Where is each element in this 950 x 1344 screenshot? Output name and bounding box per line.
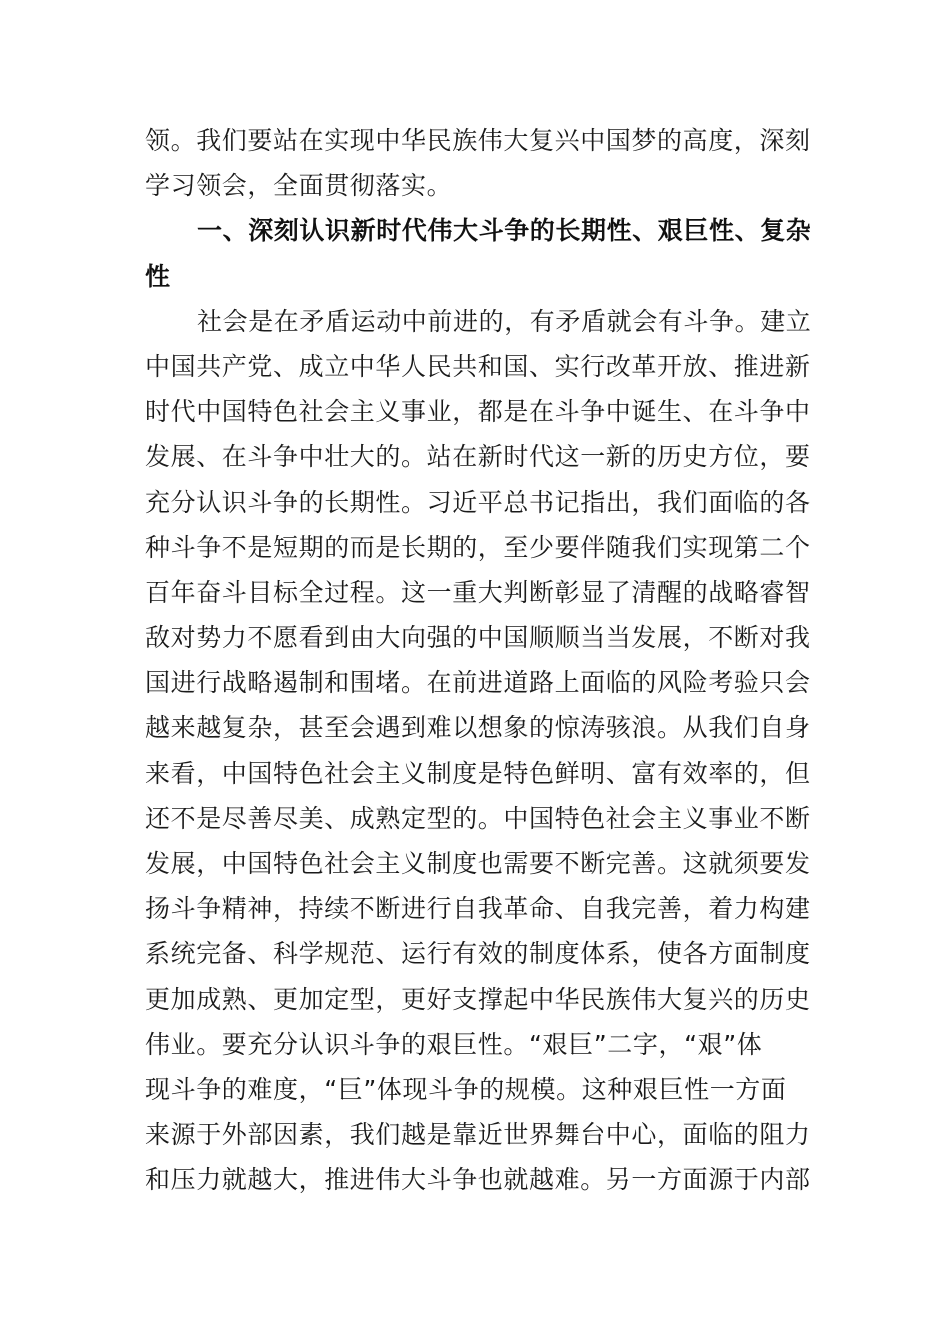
text-line: 中国共产党、成立中华人民共和国、实行改革开放、推进新: [145, 351, 811, 381]
text-line: 来看，中国特色社会主义制度是特色鲜明、富有效率的，但: [145, 758, 811, 788]
text-line: 扬斗争精神，持续不断进行自我革命、自我完善，着力构建: [145, 894, 811, 924]
text-line: 时代中国特色社会主义事业，都是在斗争中诞生、在斗争中: [145, 397, 811, 427]
text-line: 还不是尽善尽美、成熟定型的。中国特色社会主义事业不断: [145, 803, 811, 833]
text-line: 发展，中国特色社会主义制度也需要不断完善。这就须要发: [145, 849, 811, 878]
section-heading-continued: 性: [145, 261, 171, 291]
document-body: [145, 118, 815, 1203]
text-line: 伟业。要充分认识斗争的艰巨性。“艰巨”二字，“艰”体: [145, 1029, 763, 1059]
text-line: 敌对势力不愿看到由大向强的中国顺顺当当发展，不断对我: [145, 623, 811, 653]
text-line: 来源于外部因素，我们越是靠近世界舞台中心，面临的阻力: [145, 1120, 811, 1150]
text-line: 系统完备、科学规范、运行有效的制度体系，使各方面制度: [145, 939, 811, 969]
text-line: 学习领会，全面贯彻落实。: [145, 171, 453, 201]
section-heading: 一、深刻认识新时代伟大斗争的长期性、艰巨性、复杂: [197, 216, 812, 246]
text-line: 更加成熟、更加定型，更好支撑起中华民族伟大复兴的历史: [145, 984, 811, 1014]
text-line: 现斗争的难度，“巨”体现斗争的规模。这种艰巨性一方面: [145, 1074, 787, 1104]
text-line: 发展、在斗争中壮大的。站在新时代这一新的历史方位，要: [145, 442, 811, 472]
text-line: 领。我们要站在实现中华民族伟大复兴中国梦的高度，深刻: [145, 126, 811, 155]
paragraph-first-line: 社会是在矛盾运动中前进的，有矛盾就会有斗争。建立: [197, 306, 812, 336]
text-line: 种斗争不是短期的而是长期的，至少要伴随我们实现第二个: [145, 532, 811, 562]
text-line: 和压力就越大，推进伟大斗争也就越难。另一方面源于内部: [145, 1165, 811, 1195]
text-line: 充分认识斗争的长期性。习近平总书记指出，我们面临的各: [145, 487, 811, 517]
text-line: 越来越复杂，甚至会遇到难以想象的惊涛骇浪。从我们自身: [145, 713, 811, 743]
text-line: 国进行战略遏制和围堵。在前进道路上面临的风险考验只会: [145, 668, 811, 698]
text-line: 百年奋斗目标全过程。这一重大判断彰显了清醒的战略睿智: [145, 577, 811, 607]
